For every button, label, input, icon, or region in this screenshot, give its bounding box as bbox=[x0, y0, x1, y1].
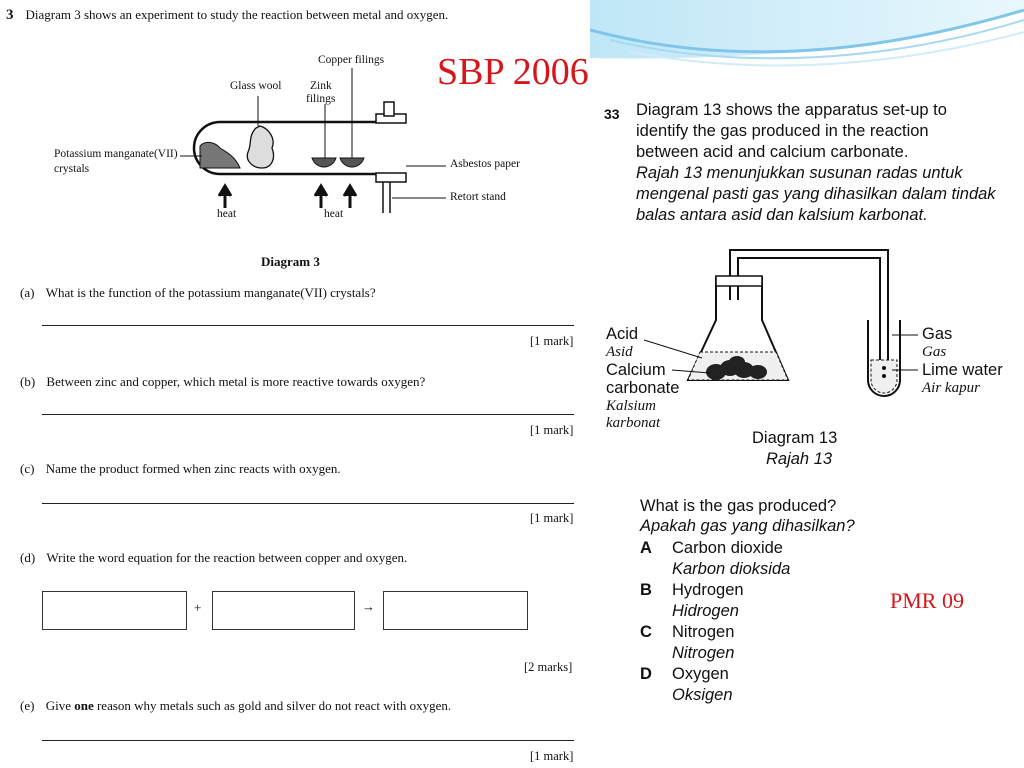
option-text-en: Oxygen bbox=[672, 665, 729, 683]
marks-c: [1 mark] bbox=[530, 511, 574, 525]
option-a[interactable] bbox=[640, 538, 1000, 580]
question-e-text-after: reason why metals such as gold and silver do not react with oxygen. bbox=[93, 698, 452, 713]
question-b bbox=[20, 374, 425, 390]
question-b-text: Between zinc and copper, which metal is more reactive towards oxygen? bbox=[46, 374, 426, 389]
equation-plus: + bbox=[194, 600, 202, 615]
question-e-label: (e) bbox=[20, 698, 35, 713]
question-number: 3 bbox=[6, 7, 14, 23]
option-letter: C bbox=[640, 623, 652, 641]
stem-en-line-1: Diagram 13 shows the apparatus set-up to bbox=[636, 101, 947, 119]
answer-line-b[interactable] bbox=[42, 414, 574, 415]
stem-en-line-2: identify the gas produced in the reaction bbox=[636, 122, 929, 140]
label-glass-wool: Glass wool bbox=[230, 80, 282, 92]
option-letter: D bbox=[640, 665, 652, 683]
diagram-13-caption-ms: Rajah 13 bbox=[766, 450, 833, 468]
label-karbonat: karbonat bbox=[606, 415, 661, 431]
option-text-ms: Oksigen bbox=[672, 686, 733, 704]
label-asbestos: Asbestos paper bbox=[450, 158, 520, 170]
option-letter: B bbox=[640, 581, 652, 599]
question-intro-text: Diagram 3 shows an experiment to study the reaction between metal and oxygen. bbox=[25, 7, 449, 22]
question-33-stem bbox=[636, 100, 1021, 226]
label-lime-water: Lime water bbox=[922, 361, 1003, 379]
pmr-09-question-page bbox=[592, 90, 1024, 710]
label-gas: Gas bbox=[922, 325, 953, 343]
question-c-text: Name the product formed when zinc reacts with oxygen. bbox=[45, 461, 341, 476]
equation-box-reactant-2[interactable] bbox=[212, 591, 355, 630]
question-c bbox=[20, 461, 341, 477]
label-copper-filings: Copper filings bbox=[318, 54, 385, 66]
question-d bbox=[20, 550, 407, 566]
equation-box-product[interactable] bbox=[383, 591, 528, 630]
equation-arrow: → bbox=[362, 599, 375, 614]
question-e-text-before: Give bbox=[45, 698, 75, 713]
question-a-label: (a) bbox=[20, 285, 35, 300]
question-e bbox=[20, 698, 451, 714]
question-d-label: (d) bbox=[20, 550, 36, 565]
answer-line-e[interactable] bbox=[42, 740, 574, 741]
label-zink: Zink bbox=[310, 80, 332, 92]
diagram-13-drawing bbox=[592, 240, 1024, 430]
diagram-3-caption: Diagram 3 bbox=[261, 254, 320, 269]
diagram-13-caption: Diagram 13 bbox=[752, 429, 838, 447]
question-b-label: (b) bbox=[20, 374, 36, 389]
label-filings: filings bbox=[306, 93, 336, 105]
question-ms: Apakah gas yang dihasilkan? bbox=[640, 517, 855, 535]
label-carbonate: carbonate bbox=[606, 379, 680, 397]
option-letter: A bbox=[640, 539, 652, 557]
label-kalsium: Kalsium bbox=[606, 398, 657, 414]
option-text-en: Carbon dioxide bbox=[672, 539, 783, 557]
marks-d: [2 marks] bbox=[524, 660, 573, 674]
label-heat-left: heat bbox=[217, 208, 237, 220]
decorative-header-swoosh bbox=[590, 0, 1024, 90]
question-33-number: 33 bbox=[604, 106, 620, 122]
label-crystals: crystals bbox=[54, 163, 90, 175]
question-3-intro bbox=[6, 6, 586, 24]
equation-box-reactant-1[interactable] bbox=[42, 591, 187, 630]
answer-line-c[interactable] bbox=[42, 503, 574, 504]
question-c-label: (c) bbox=[20, 461, 35, 476]
tag-sbp-2006: SBP 2006 bbox=[437, 51, 589, 93]
label-calcium: Calcium bbox=[606, 361, 666, 379]
tag-pmr-09: PMR 09 bbox=[890, 588, 964, 613]
question-en: What is the gas produced? bbox=[640, 497, 837, 515]
label-retort-stand: Retort stand bbox=[450, 191, 506, 203]
stem-en-line-3: between acid and calcium carbonate. bbox=[636, 143, 909, 161]
option-d[interactable] bbox=[640, 664, 1000, 706]
label-gas-ms: Gas bbox=[922, 344, 947, 360]
option-text-en: Nitrogen bbox=[672, 623, 735, 641]
question-e-text-bold: one bbox=[74, 698, 94, 713]
marks-b: [1 mark] bbox=[530, 423, 574, 437]
label-asid: Asid bbox=[606, 344, 633, 360]
label-heat-right: heat bbox=[324, 208, 344, 220]
stem-ms-line-1: Rajah 13 menunjukkan susunan radas untuk bbox=[636, 164, 963, 182]
diagram-13 bbox=[592, 240, 1024, 430]
question-a bbox=[20, 285, 376, 301]
label-acid: Acid bbox=[606, 325, 639, 343]
option-text-en: Hydrogen bbox=[672, 581, 744, 599]
option-text-ms: Hidrogen bbox=[672, 602, 739, 620]
answer-options bbox=[640, 538, 1000, 706]
marks-a: [1 mark] bbox=[530, 334, 574, 348]
option-text-ms: Karbon dioksida bbox=[672, 560, 791, 578]
stem-ms-line-2: mengenal pasti gas yang dihasilkan dalam tindak bbox=[636, 185, 996, 203]
option-c[interactable] bbox=[640, 622, 1000, 664]
answer-line-a[interactable] bbox=[42, 325, 574, 326]
stem-ms-line-3: balas antara asid dan kalsium karbonat. bbox=[636, 206, 928, 224]
label-kmno4: Potassium manganate(VII) bbox=[54, 148, 178, 160]
option-text-ms: Nitrogen bbox=[672, 644, 735, 662]
question-a-text: What is the function of the potassium manganate(VII) crystals? bbox=[45, 285, 376, 300]
label-air-kapur: Air kapur bbox=[922, 380, 980, 396]
marks-e: [1 mark] bbox=[530, 749, 574, 763]
question-d-text: Write the word equation for the reaction between copper and oxygen. bbox=[46, 550, 408, 565]
